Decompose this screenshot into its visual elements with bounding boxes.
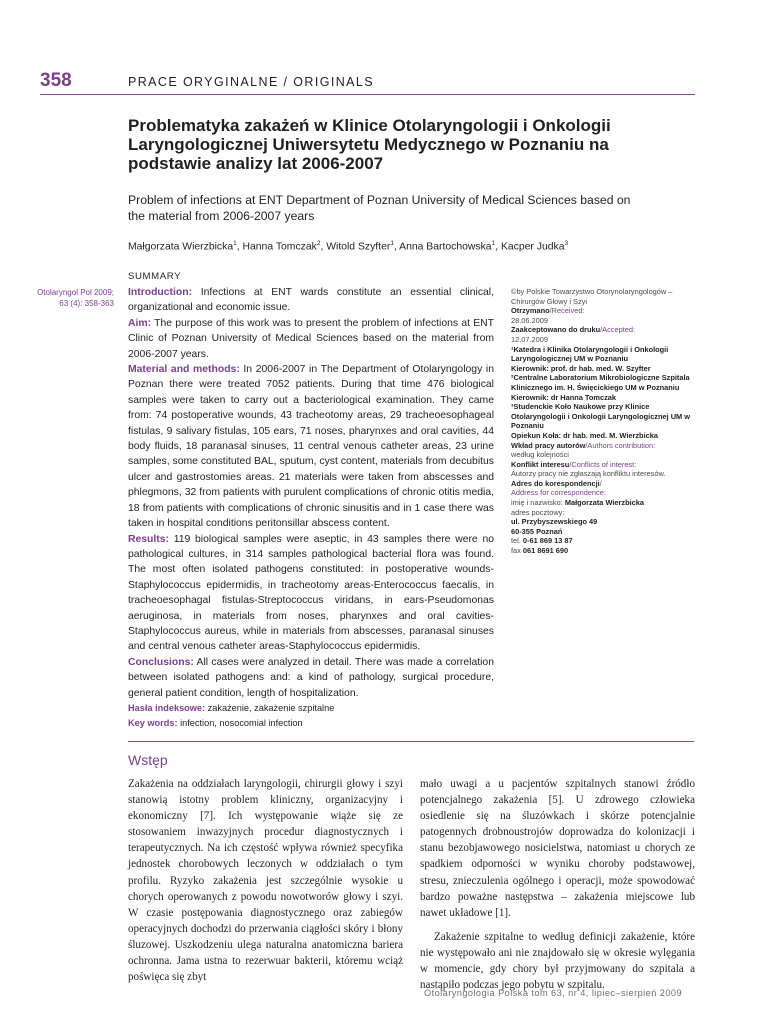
methods-text: In 2006-2007 in The Department of Otolaryngology in Poznan there were treated 7052 patients. During that time 476 biological samples were taken to carry out a bacteriological examination. They came from: 74 postoperative wounds, 43 tracheotomy areas, 29 tracheoesophageal fistulas, 9 salivary fistulas, 105 ears, 71 noses, pharynxes and oral cavities, 44 body fluids, 18 paranasal sinuses, 11 central venous catheter areas, 23 urine samples, some constituted BAL, sputum, cyst content, materials from decubitus ulcer and gastrostomies areas. 21 materials were taken from abscesses and phlegmons, 32 from patients with purulent complications of chronic otitis media, 18 from patients with complications of chronic sinusitis and in 1 case there was taken in hospital conditions peritonsillar abscess content. [128, 364, 494, 530]
results-text: 119 biological samples were aseptic, in 43 samples there were no pathological cultures, in 314 samples pathological bacterial flora was found. The most often isolated pathogens constituted: in postoperative wounds-Staphylococcus epidermidis, in tracheotomy areas-Enterococcus faecalis, in tracheoesophagal fistulas-Streptococcus viridans, in ears-Pseudomonas aeruginosa, in materials from noses, pharynxes and oral cavities-Staphylococcus aureus, while in materials from abscesses, paranasal sinuses and central venous catheter areas-Staphylococcus epidermidis. [128, 533, 494, 653]
fax-row [511, 546, 693, 556]
summary-heading: SUMMARY [128, 271, 182, 282]
index-terms [128, 701, 494, 732]
tel-value: 0-61 869 13 87 [522, 536, 573, 546]
street: ul. Przybyszewskiego 49 [511, 517, 598, 527]
author-name: Hanna Tomczak [242, 241, 317, 253]
journal-footer: Otolaryngologia Polska tom 63, nr 4, lipiec–sierpień 2009 [424, 988, 683, 998]
author-affiliation: 1 [491, 240, 496, 247]
accepted-date: 12.07.2009 [511, 334, 548, 344]
copyright-note: ©by Polskie Towarzystwo Otorynolaryngologów – Chirurgów Głowy i Szyi [511, 287, 673, 306]
section-header: PRACE ORYGINALNE / ORIGINALS [128, 75, 374, 89]
article-info-sidebar [511, 287, 693, 556]
citation-line: Otolaryngol Pol 2009; [37, 288, 114, 297]
methods-label: Material and methods: [128, 364, 240, 376]
address-label-en: Address for correspondence: [511, 488, 606, 498]
index-terms-text: zakażenie, zakażenie szpitalne [205, 702, 335, 713]
conclusions-text: All cases were analyzed in detail. There was made a correlation between isolated pathogens and: a kind of pathology, surgical procedure, general patient condition, length of hospitalization. [128, 656, 494, 699]
summary-conclusions [128, 655, 494, 701]
author-affiliation: 1 [233, 240, 237, 247]
author-name: Małgorzata Wierzbicka [128, 241, 234, 253]
body-column-left [128, 776, 403, 985]
article-subtitle: Problem of infections at ENT Department of Poznan University of Medical Sciences based on the material from 2006-2007 years [128, 193, 631, 223]
author-name: Witold Szyfter [326, 241, 391, 253]
address-label: Adres do korespondencji [511, 478, 600, 488]
contribution-label-en: /Authors contribution: [585, 440, 656, 450]
affiliation-1: ¹Katedra i Klinika Otolaryngologii i Onkologii Laryngologicznej UM w Poznaniu [511, 344, 669, 364]
received-date: 28.06.2009 [511, 315, 548, 325]
affiliation-2-head: Kierownik: dr Hanna Tomczak [511, 392, 616, 402]
results-label: Results: [128, 533, 169, 545]
index-terms-label: Hasła indeksowe: [128, 702, 206, 713]
journal-citation [20, 288, 114, 309]
aim-label: Aim: [128, 317, 152, 329]
fax-label: fax [511, 546, 523, 556]
fax-value: 061 8691 690 [522, 546, 569, 556]
page-number: 358 [40, 70, 72, 91]
affiliation-2: ²Centralne Laboratorium Mikrobiologiczne Szpitala Klinicznego im. H. Święcickiego UM w Poznaniu [511, 373, 690, 392]
author-affiliation: 2 [316, 240, 321, 247]
body-paragraph: mało uwagi a u pacjentów szpitalnych stanowi źródło potencjalnego zakażenia [5]. U zdrowego człowieka osiedlenie się na śluzówkach i skórze potencjalnie patogennych drobnoustrojów doprowadza do kolonizacji i stanu bezobjawowego nosicielstwa, natomiast u chorych ze spadkiem odporności w wyniku choroby podstawowej, stresu, znieczulenia ogólnego i operacji, może spowodować bardzo poważne następstwa – zakażenia miejscowe lub nawet układowe [1]. [420, 778, 695, 919]
summary-aim [128, 316, 494, 362]
body-paragraph: Zakażenia na oddziałach laryngologii, chirurgii głowy i szyi stanowią istotny problem kliniczny, organizacyjny i ekonomiczny [7]. Ich występowanie wiąże się ze stosowaniem inwazyjnych procedur diagnostycznych i terapeutycznych. Na ich częstość wpływa również specyfika jednostek chorobowych leczonych w oddziałach o tym profilu. Ryzyko zakażenia jest szczególnie wysokie u chorych operowanych z powodu nowotworów głowy i szyi. W czasie postępowania diagnostycznego oraz zabiegów operacyjnych dochodzi do przerwania ciągłości skóry i błony śluzowej. Uszkodzeniu ulega naturalna anatomiczna bariera ochronna. Jama ustna to rezerwuar bakterii, któremu wciąż poświęca się zbyt [128, 778, 403, 984]
author-list: Małgorzata Wierzbicka$^1$, Hanna Tomczak$^2$, Witold Szyfter$^1$, Anna Bartochowska$^1$, Kacper Judka$^3$ [128, 240, 569, 253]
name-label: imię i nazwisko: [511, 498, 565, 508]
postal-label: adres pocztowy: [511, 507, 565, 517]
article-title: Problematyka zakażeń w Klinice Otolaryngologii i Onkologii Laryngologicznej Uniwersytetu Medycznego w Poznaniu na podstawie analizy lat 2006-2007 [128, 116, 611, 173]
author-affiliation: 3 [564, 240, 569, 247]
header-divider [40, 94, 695, 95]
conflict-label-en: /Conflicts of interest: [569, 459, 637, 469]
summary-abstract [128, 285, 494, 732]
body-paragraph: Zakażenie szpitalne to według definicji zakażenie, które nie występowało ani nie znajdowało się w okresie wylęgania w momencie, gdy chory był przyjmowany do szpitala a nastąpiło podczas jego pobytu w szpitalu. [420, 930, 695, 992]
contribution-text: według kolejności [511, 450, 569, 460]
affiliation-1-head: Kierownik: prof. dr hab. med. W. Szyfter [511, 363, 651, 373]
conclusions-label: Conclusions: [128, 656, 194, 668]
accepted-label: Zaakceptowano do druku [511, 325, 601, 335]
address-row [511, 479, 693, 489]
introduction-text: Infections at ENT wards constitute an essential clinical, organizational and economic issue. [128, 287, 494, 314]
received-label-en: /Received: [549, 306, 585, 316]
keywords-label: Key words: [128, 718, 178, 729]
summary-methods [128, 362, 494, 531]
aim-text: The purpose of this work was to present the problem of infections at ENT Clinic of Poznan University of Medical Sciences based on the material from 2006-2007 years. [128, 317, 494, 360]
contribution-label: Wkład pracy autorów [511, 440, 586, 450]
affiliation-3-head: Opiekun Koła: dr hab. med. M. Wierzbicka [511, 430, 658, 440]
introduction-label: Introduction: [128, 287, 193, 298]
city: 60-355 Poznań [511, 526, 563, 536]
author-name: Anna Bartochowska [399, 241, 492, 253]
received-row [511, 306, 693, 316]
summary-results [128, 532, 494, 655]
body-column-right [420, 776, 695, 993]
conflict-label: Konflikt interesu [511, 459, 570, 469]
address-label-sep: / [599, 478, 602, 488]
received-label: Otrzymano [511, 306, 550, 316]
author-name: Kacper Judka [500, 241, 565, 253]
tel-row [511, 536, 693, 546]
accepted-row [511, 325, 693, 335]
accepted-label-en: /Accepted: [600, 325, 636, 335]
conflict-row [511, 460, 693, 470]
citation-line: 63 (4): 358-363 [59, 298, 114, 308]
section-divider [128, 741, 694, 742]
summary-introduction [128, 285, 494, 316]
section-title: Wstęp [128, 752, 168, 768]
contribution-row [511, 441, 693, 451]
author-affiliation: 1 [390, 240, 394, 247]
keywords-text: infection, nosocomial infection [177, 718, 303, 729]
name-row [511, 498, 693, 508]
tel-label: tel. [511, 536, 523, 546]
name-value: Małgorzata Wierzbicka [564, 498, 645, 508]
affiliation-3: ³Studenckie Koło Naukowe przy Klinice Otolaryngologii i Onkologii Laryngologicznej UM w Poznaniu [511, 402, 691, 431]
conflict-text: Autorzy pracy nie zgłaszają konfliktu interesów. [511, 469, 666, 479]
